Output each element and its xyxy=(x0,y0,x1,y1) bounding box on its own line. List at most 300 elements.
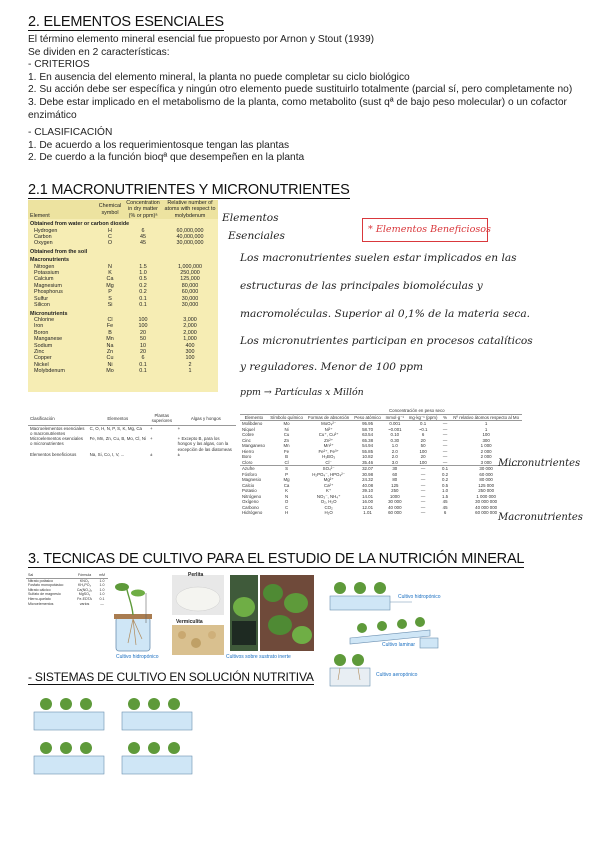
table1-cell: Zn xyxy=(106,348,114,355)
table3-cell: 1 xyxy=(484,426,488,432)
table3-cell: O xyxy=(284,499,289,504)
label-cultivo-hidroponico: Cultivo hidropónico xyxy=(116,654,159,660)
table3-header: mmol·g⁻¹ xyxy=(383,414,406,421)
table1-cell: Magnesium xyxy=(34,282,62,289)
table1-cell: Silicon xyxy=(34,302,50,309)
table1-cell: 6 xyxy=(141,227,145,234)
table1-cell: Chlorine xyxy=(34,316,55,323)
table1-cell: Zinc xyxy=(34,348,45,355)
table3-cell: 1.01 xyxy=(363,510,372,515)
table3-cell: Mg xyxy=(283,477,290,482)
table3-cell: Ca xyxy=(283,482,290,488)
table3-cell: Mn xyxy=(283,443,290,448)
table1-group-label: Micronutrients xyxy=(30,310,68,317)
table3-cell: H₂PO₄⁻, HPO₄²⁻ xyxy=(312,471,346,477)
table3-cell: 60 xyxy=(392,471,398,477)
criterio-item: 2. Su acción debe ser específica y ningún otro elemento puede sustituirlo totalmente (parcial sí, pero completamente no) xyxy=(28,84,573,96)
table3-cell: Cu⁺, Cu²⁺ xyxy=(318,432,339,437)
table3-cell: 24.32 xyxy=(362,477,374,482)
fig-table-cell: Fe-EDTA xyxy=(77,596,92,601)
table1-cell: Na xyxy=(106,342,114,349)
table3-cell: 2.0 xyxy=(391,448,398,454)
table3-cell: 0.5 xyxy=(442,482,449,488)
table2-cell: + Excepto B, para los hongos y las algas, con la excepción de las diatomeas xyxy=(177,436,232,452)
table3-cell: 30.98 xyxy=(362,471,374,477)
table3-cell: 6 xyxy=(421,432,425,437)
table1-cell: Molybdenum xyxy=(34,368,65,375)
table3-cell: 30 000 xyxy=(479,466,493,471)
table3-cell: 0.30 xyxy=(390,437,400,443)
table3-header: Símbolo químico xyxy=(268,414,306,421)
table3-cell: H₂O xyxy=(324,510,333,515)
table1-cell: 100 xyxy=(185,355,195,362)
table3-cell: Níquel xyxy=(242,426,255,432)
table-row xyxy=(26,602,108,607)
table1-cell: 60,000,000 xyxy=(176,227,204,234)
table3-cell: Ca²⁺ xyxy=(323,482,334,488)
clasificacion-header: - CLASIFICACIÓN xyxy=(28,127,113,139)
table1-cell: 1.0 xyxy=(139,270,147,277)
table1-cell: 250,000 xyxy=(180,270,200,277)
table1-cell: B xyxy=(108,329,112,336)
table1-cell: Calcium xyxy=(34,276,54,283)
table3-cell: O₂, H₂O xyxy=(320,499,337,504)
table1-group-label: Obtained from water or carbon dioxide xyxy=(30,221,130,228)
criterio-item: enzimático xyxy=(28,109,77,121)
table2-cell: Elementos beneficiosos xyxy=(30,452,77,458)
table3-cell: — xyxy=(442,443,448,448)
fig-table-cell: 0.1 xyxy=(99,596,105,601)
table1-cell: 2,000 xyxy=(183,329,197,336)
table3-cell: Ni²⁺ xyxy=(324,426,333,432)
table3-cell: 40 000 000 xyxy=(475,504,498,510)
table3-cell: Hierro xyxy=(242,448,254,454)
table2-cell: Fe, Mn, Zn, Cu, B, Mo, Cl, Ni xyxy=(89,436,146,442)
table3-cell: 60 000 xyxy=(388,510,402,515)
table3-cell: 50 xyxy=(420,443,426,448)
table1-cell: 20 xyxy=(140,329,146,336)
table1-cell: K xyxy=(108,270,112,277)
table3-cell: Fósforo xyxy=(242,471,257,477)
label-vermiculita: Vermiculita xyxy=(176,619,203,625)
table3-cell: Mg²⁺ xyxy=(323,477,334,482)
table3-cell: 1 xyxy=(484,421,488,426)
fig-table-cell: 1.0 xyxy=(99,578,105,583)
table3-cell: 54.94 xyxy=(362,443,374,448)
table1-cell: 0.5 xyxy=(139,276,147,283)
table1-cell: 2 xyxy=(188,361,192,368)
table3-cell: 0.2 xyxy=(442,477,449,482)
classification-table xyxy=(28,412,236,470)
table3-cell: 100 xyxy=(482,432,490,437)
table1-cell: Cu xyxy=(106,355,114,362)
note-line: macromoléculas. Superior al 0,1% de la materia seca. xyxy=(240,308,531,320)
table3-cell: 125 xyxy=(391,482,399,488)
intro-line: El término elemento mineral esencial fue propuesto por Arnon y Stout (1939) xyxy=(28,34,375,45)
fig-table-header: mM xyxy=(96,573,108,578)
table1-group-label: Obtained from the soil xyxy=(30,248,88,255)
table1-header: Concentration in dry matter (% or ppm)ᵃ xyxy=(126,200,160,219)
fig-table-cell: Nitrato potásico xyxy=(28,578,53,583)
table1-cell: 50 xyxy=(140,336,146,343)
table3-cell: 100 xyxy=(419,448,427,454)
sistemas-title: - SISTEMAS DE CULTIVO EN SOLUCIÓN NUTRITIVA xyxy=(28,670,314,684)
table3-cell: Mo xyxy=(283,421,290,426)
table1-cell: 100 xyxy=(138,316,148,323)
table3-cell: Fe xyxy=(283,448,290,454)
essential-elements-table xyxy=(28,200,218,392)
table3-cell: — xyxy=(442,459,448,465)
table1-cell: 0.2 xyxy=(139,282,147,289)
table1-cell: Ca xyxy=(106,276,114,283)
table1-cell: Hydrogen xyxy=(34,227,58,234)
table1-cell: Phosphorus xyxy=(34,289,63,296)
nutrient-solution-systems-figure xyxy=(26,690,204,780)
table3-cell: Cloro xyxy=(242,459,253,465)
table-row xyxy=(28,425,236,436)
table3-cell: — xyxy=(420,493,426,499)
table2-header: Algas y hongos xyxy=(176,412,236,425)
table3-cell: — xyxy=(442,426,448,432)
table3-cell: Magnesio xyxy=(242,477,262,482)
clasificacion-item: 1. De acuerdo a los requerimientosque tengan las plantas xyxy=(28,139,290,151)
table3-cell: 1 000 xyxy=(480,443,492,448)
table2-header: Plantas superiores xyxy=(148,412,176,425)
section-2-title: 2. ELEMENTOS ESENCIALES xyxy=(28,14,224,30)
table3-cell: 0.10 xyxy=(390,432,400,437)
table2-cell: + xyxy=(149,436,153,442)
note-line: estructuras de las principales biomoléculas y xyxy=(240,280,483,292)
table3-cell: H₃BO₃ xyxy=(322,454,336,459)
table1-cell: 0.1 xyxy=(139,302,147,309)
table1-cell: 100 xyxy=(138,323,148,330)
table3-cell: 30 xyxy=(392,466,398,471)
table1-cell: 400 xyxy=(185,342,195,349)
table3-cell: 100 xyxy=(419,459,427,465)
table3-cell: 40 000 xyxy=(388,504,402,510)
table3-cell: 3.0 xyxy=(391,459,398,465)
section-3-title: 3. TECNICAS DE CULTIVO PARA EL ESTUDIO DE LA NUTRICIÓN MINERAL xyxy=(28,551,525,567)
table2-cell: C, O, H, N, P, S, K, Mg, Ca xyxy=(89,425,143,431)
table3-cell: C xyxy=(284,504,289,510)
fig-table-header: Sal xyxy=(26,573,73,578)
fig-table-cell: MgSO₄ xyxy=(78,592,91,597)
table3-cell: Zn²⁺ xyxy=(324,437,334,443)
criterio-item: 1. En ausencia del elemento mineral, la planta no puede completar su ciclo biológico xyxy=(28,71,410,83)
fig-table-cell: Fosfato monopotásico xyxy=(28,583,64,588)
table3-cell: ~0.001 xyxy=(388,426,402,432)
table2-cell: Na, Si, Co, I, V, ... xyxy=(89,452,125,458)
fig-table-cell: Ca(NO₃)₂ xyxy=(76,587,93,592)
fig-table-cell: KNO₃ xyxy=(79,578,90,583)
nutrient-solution-table xyxy=(26,573,108,623)
table3-cell: — xyxy=(420,482,426,488)
table3-cell: 0.001 xyxy=(389,421,401,426)
table3-cell: S xyxy=(285,466,288,471)
table3-cell: 16.00 xyxy=(362,499,374,504)
table3-cell: — xyxy=(442,437,448,443)
table3-cell: 95.95 xyxy=(362,421,374,426)
table3-cell: 300 xyxy=(482,437,490,443)
table3-cell: Fe²⁺, Fe³⁺ xyxy=(318,448,339,454)
table1-cell: 20 xyxy=(140,348,146,355)
table1-cell: Si xyxy=(107,302,113,309)
table3-cell: — xyxy=(442,454,448,459)
table3-cell: Boro xyxy=(242,454,252,459)
table1-header: Chemical symbol xyxy=(98,203,122,216)
fig-table-cell: 1.0 xyxy=(99,587,105,592)
table3-cell: SO₄²⁻ xyxy=(322,466,335,471)
note-line: Los macronutrientes suelen estar implicados en las xyxy=(240,252,517,264)
table1-header: Element xyxy=(30,212,50,219)
table1-cell: Sodium xyxy=(34,342,53,349)
table1-cell: 6 xyxy=(141,355,145,362)
table1-cell: O xyxy=(107,240,113,247)
fig-table-cell: Hierro-quelato xyxy=(28,596,51,601)
table3-cell: Oxígeno xyxy=(242,499,259,504)
table1-header: Relative number of atoms with respect to molybdenum xyxy=(164,200,216,219)
table3-cell: — xyxy=(442,448,448,454)
table3-cell: 45 xyxy=(442,499,448,504)
table1-cell: Sulfur xyxy=(34,295,49,302)
table3-cell: CO₂ xyxy=(324,504,333,510)
table3-cell: MoO₄²⁻ xyxy=(321,421,337,426)
fig-table-header: Fórmula xyxy=(73,573,96,578)
table3-cell: Cu xyxy=(283,432,290,437)
criterios-header: - CRITERIOS xyxy=(28,59,90,71)
table3-cell: H xyxy=(284,510,289,515)
table1-cell: 45 xyxy=(140,234,146,241)
table3-cell: Potasio xyxy=(242,488,257,493)
table1-cell: Nitrogen xyxy=(34,263,55,270)
table3-cell: 2 000 xyxy=(480,448,492,454)
table1-cell: Manganese xyxy=(34,336,63,343)
table2-cell: Macroelementos esenciales o macronutrientes xyxy=(30,425,85,436)
table3-cell: — xyxy=(420,499,426,504)
table1-group-sublabel: Macronutrients xyxy=(30,257,69,264)
table3-cell: Molibdeno xyxy=(242,421,263,426)
table3-cell: Cinc xyxy=(242,437,251,443)
culture-systems-figure xyxy=(320,576,480,694)
table3-cell: 63.54 xyxy=(362,432,374,437)
note-macronutrientes: Macronutrientes xyxy=(498,512,583,523)
table1-cell: 40,000,000 xyxy=(176,234,204,241)
table3-cell: ~0.1 xyxy=(418,426,428,432)
table3-cell: Mn²⁺ xyxy=(323,443,334,448)
table1-cell: S xyxy=(108,295,112,302)
table2-header: Elementos xyxy=(88,412,148,425)
note-micronutrientes: Micronutrientes xyxy=(498,458,581,469)
table3-cell: Hidrógeno xyxy=(242,510,263,515)
table1-cell: 1 xyxy=(188,368,192,375)
table1-cell: Mo xyxy=(106,368,114,375)
table1-cell: Mn xyxy=(106,336,114,343)
table2-cell: Microelementos esenciales o micronutrientes xyxy=(30,436,83,447)
table1-cell: 30,000,000 xyxy=(176,240,204,247)
table3-cell: 40.08 xyxy=(362,482,374,488)
table1-cell: 10 xyxy=(140,342,146,349)
table1-cell: 2,000 xyxy=(183,323,197,330)
fig-table-cell: Microelementos xyxy=(28,601,54,606)
table3-cell: — xyxy=(420,466,426,471)
table3-cell: NO₃⁻, NH₄⁺ xyxy=(316,493,341,499)
table1-cell: 0.1 xyxy=(139,361,147,368)
table3-cell: 65.38 xyxy=(362,437,374,443)
table3-cell: 125 000 xyxy=(478,482,495,488)
clasificacion-item: 2. De cuerdo a la función bioqª que desempeñen en la planta xyxy=(28,152,305,164)
table3-cell: 1.0 xyxy=(391,443,398,448)
table3-cell: 35.46 xyxy=(362,459,374,465)
table1-cell: Mg xyxy=(106,282,114,289)
fig-table-cell: Sulfato de magnesio xyxy=(28,592,61,597)
table3-cell: Zn xyxy=(283,437,290,443)
table3-cell: Calcio xyxy=(242,482,255,488)
intro-line: Se dividen en 2 características: xyxy=(28,46,170,58)
note-esenciales: Esenciales xyxy=(228,230,285,242)
table-row xyxy=(28,452,236,457)
table1-cell: P xyxy=(108,289,112,296)
table3-header: mg·kg⁻¹ (ppm) xyxy=(406,414,440,421)
criterio-item: 3. Debe estar implicado en el metabolismo de la planta, como metabolito (sust qª de bajo peso molecular) o un cofactor xyxy=(28,96,567,108)
table3-cell: Manganeso xyxy=(242,443,265,448)
table1-cell: H xyxy=(108,227,112,234)
label-laminar-system: Cultivo laminar xyxy=(382,642,416,648)
table1-cell: Copper xyxy=(34,355,52,362)
label-aeroponico-system: Cultivo aeropónico xyxy=(376,672,418,678)
table1-cell: 1,000,000 xyxy=(178,263,202,270)
table2-header: Clasificación xyxy=(28,412,88,425)
table1-cell: 125,000 xyxy=(180,276,200,283)
section-2-body xyxy=(28,34,572,165)
hydroponic-jar-illustration xyxy=(108,573,318,663)
section-21-title: 2.1 MACRONUTRIENTES Y MICRONUTRIENTES xyxy=(28,182,350,198)
table1-cell: Boron xyxy=(34,329,49,336)
table1-cell: Nickel xyxy=(34,361,49,368)
table3-cell: 3 000 xyxy=(480,459,492,465)
label-hidroponico-system: Cultivo hidropónico xyxy=(398,594,441,600)
table-row xyxy=(240,510,522,516)
table1-cell: Carbon xyxy=(34,234,52,241)
table3-cell: Nitrógeno xyxy=(242,493,262,499)
table-row xyxy=(28,436,236,452)
table3-cell: — xyxy=(420,488,426,493)
table2-cell: + xyxy=(149,425,153,431)
table3-header: Nº relativo átomos respecto al Mo xyxy=(450,414,522,421)
table2-cell: + xyxy=(177,425,181,431)
fig-table-cell: 1.0 xyxy=(99,592,105,597)
table3-cell: 6 xyxy=(443,510,447,515)
table3-cell: — xyxy=(420,477,426,482)
table3-cell: Cobre xyxy=(242,432,254,437)
table3-cell: 1 000 000 xyxy=(476,493,496,499)
table3-cell: 14.01 xyxy=(362,493,374,499)
table3-header: Peso atómico xyxy=(352,414,383,421)
table3-cell: — xyxy=(420,504,426,510)
table3-cell: K⁺ xyxy=(326,488,332,493)
table3-cell: — xyxy=(442,432,448,437)
table3-cell: 10.82 xyxy=(362,454,374,459)
table3-cell: 0.1 xyxy=(420,421,427,426)
table1-cell: 30,000 xyxy=(181,302,199,309)
table1-cell: Ni xyxy=(107,361,113,368)
table3-cell: 45 xyxy=(442,504,448,510)
table3-cell: — xyxy=(420,510,426,515)
fig-table-cell: 1.0 xyxy=(99,583,105,588)
table3-cell: 2.0 xyxy=(391,454,398,459)
table3-cell: 12.01 xyxy=(362,504,374,510)
table3-cell: B xyxy=(285,454,288,459)
table1-cell: 0.2 xyxy=(139,289,147,296)
table3-cell: 1000 xyxy=(389,493,400,499)
table3-header: Formas de absorción xyxy=(305,414,351,421)
table2-cell: ± xyxy=(177,452,181,458)
table3-cell: — xyxy=(420,471,426,477)
table1-cell: 30,000 xyxy=(181,295,199,302)
table1-cell: C xyxy=(108,234,112,241)
note-beneficiosos: * Elementos Beneficiosos xyxy=(368,224,491,235)
table1-cell: 1.5 xyxy=(139,263,147,270)
culture-figure xyxy=(108,573,318,663)
table1-cell: N xyxy=(108,263,112,270)
table3-cell: Cl xyxy=(284,459,289,465)
note-line: y reguladores. Menor de 100 ppm xyxy=(240,361,424,373)
table1-cell: Potassium xyxy=(34,270,60,277)
table3-cell: 20 xyxy=(420,437,426,443)
table3-cell: 80 000 xyxy=(479,477,493,482)
table3-cell: 1.5 xyxy=(442,493,449,499)
table1-cell: 3,000 xyxy=(183,316,197,323)
table3-cell: Cl⁻ xyxy=(325,459,332,465)
table3-cell: 58.70 xyxy=(362,426,374,432)
table3-header: % xyxy=(440,414,450,421)
table3-cell: 60 000 000 xyxy=(475,510,498,515)
label-perlita: Perlita xyxy=(188,572,204,578)
beneficiosos-box xyxy=(362,218,491,242)
table3-cell: 0.1 xyxy=(442,466,449,471)
table3-header: Elemento xyxy=(240,414,268,421)
table3-cell: 32.07 xyxy=(362,466,374,471)
table3-cell: 60 000 xyxy=(479,471,493,477)
table1-cell: 300 xyxy=(185,348,195,355)
table3-group-header: Concentración en peso seco xyxy=(383,408,450,414)
table3-cell: 80 xyxy=(392,477,398,482)
table1-cell: 1,000 xyxy=(183,336,197,343)
table1-cell: 60,000 xyxy=(181,289,199,296)
table3-cell: P xyxy=(285,471,288,477)
fig-table-cell: varios xyxy=(79,601,90,606)
table1-cell: Cl xyxy=(107,316,113,323)
table1-cell: Iron xyxy=(34,323,44,330)
table3-cell: K xyxy=(285,488,288,493)
table3-cell: Carbono xyxy=(242,504,259,510)
table1-cell: 0.1 xyxy=(139,368,147,375)
note-line: Los micronutrientes participan en procesos catalíticos xyxy=(240,335,533,347)
table3-cell: 30 000 xyxy=(388,499,402,504)
table1-cell: 0.1 xyxy=(139,295,147,302)
note-line: ppm → Partículas x Millón xyxy=(240,387,364,398)
fig-table-cell: KH₂PO₄ xyxy=(78,583,92,588)
table3-cell: 2 000 xyxy=(480,454,492,459)
table3-cell: — xyxy=(442,421,448,426)
table3-cell: Azufre xyxy=(242,466,255,471)
table3-cell: 39.10 xyxy=(362,488,374,493)
table3-cell: 0.2 xyxy=(442,471,449,477)
table1-cell: Oxygen xyxy=(34,240,53,247)
label-cultivo-sustrato: Cultivos sobre sustrato inerte xyxy=(226,654,291,660)
table3-cell: 20 xyxy=(420,454,426,459)
table1-cell: Fe xyxy=(106,323,114,330)
fig-table-cell: — xyxy=(100,601,104,606)
